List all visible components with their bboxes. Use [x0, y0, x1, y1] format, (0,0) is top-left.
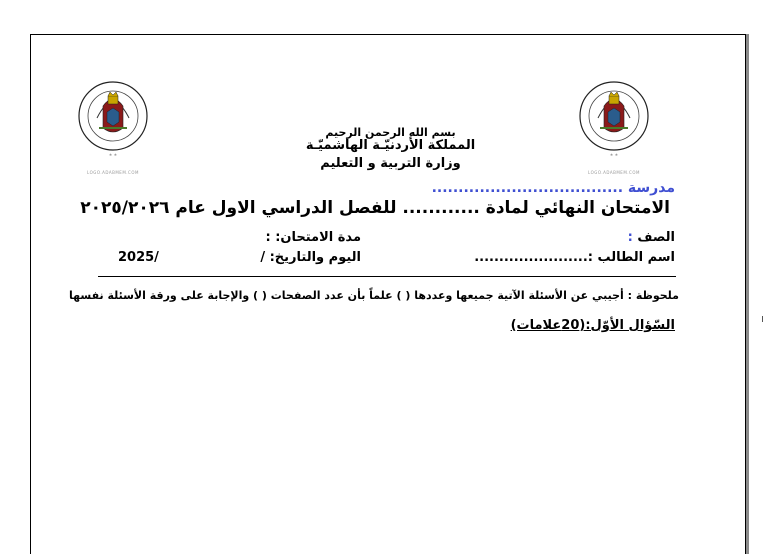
svg-text:★ ★: ★ ★: [609, 152, 619, 157]
grade-field: [628, 230, 675, 245]
school-name-field: مدرسة ....................................: [431, 180, 675, 196]
margin-mark: [762, 316, 766, 322]
header-divider: [98, 276, 676, 277]
grade-label: الصف: [637, 230, 675, 245]
emblem-caption-left: LOGO.ADABMEM.COM: [87, 170, 139, 175]
ministry-name: وزارة التربية و التعليم: [320, 156, 461, 171]
kingdom-name: المملكة الأردنيّـة الهاشميّـة: [305, 138, 476, 153]
day-date-field: اليوم والتاريخ: /: [260, 250, 361, 265]
exam-duration-field: مدة الامتحان: :: [265, 230, 361, 245]
instructions-note: ملحوظة : أجيبي عن الأسئلة الآتية جميعها وعددها ( ) علماً بأن عدد الصفحات ( ) والإجابة على ورقة الأسئلة نفسها: [68, 289, 679, 302]
grade-colon: :: [627, 230, 633, 245]
student-name-field: اسم الطالب :.......................: [474, 250, 675, 265]
question-1-heading: السّؤال الأوّل:(20علامات): [510, 318, 675, 333]
basmala-text: بسم الله الرحمن الرحيم: [325, 126, 456, 139]
svg-text:★ ★: ★ ★: [108, 152, 118, 157]
year-value: 2025/: [118, 250, 159, 265]
emblem-caption-right: LOGO.ADABMEM.COM: [588, 170, 640, 175]
exam-title: الامتحان النهائي لمادة ............ للفصل الدراسي الاول عام ٢٠٢٥/٢٠٢٦: [80, 198, 670, 218]
